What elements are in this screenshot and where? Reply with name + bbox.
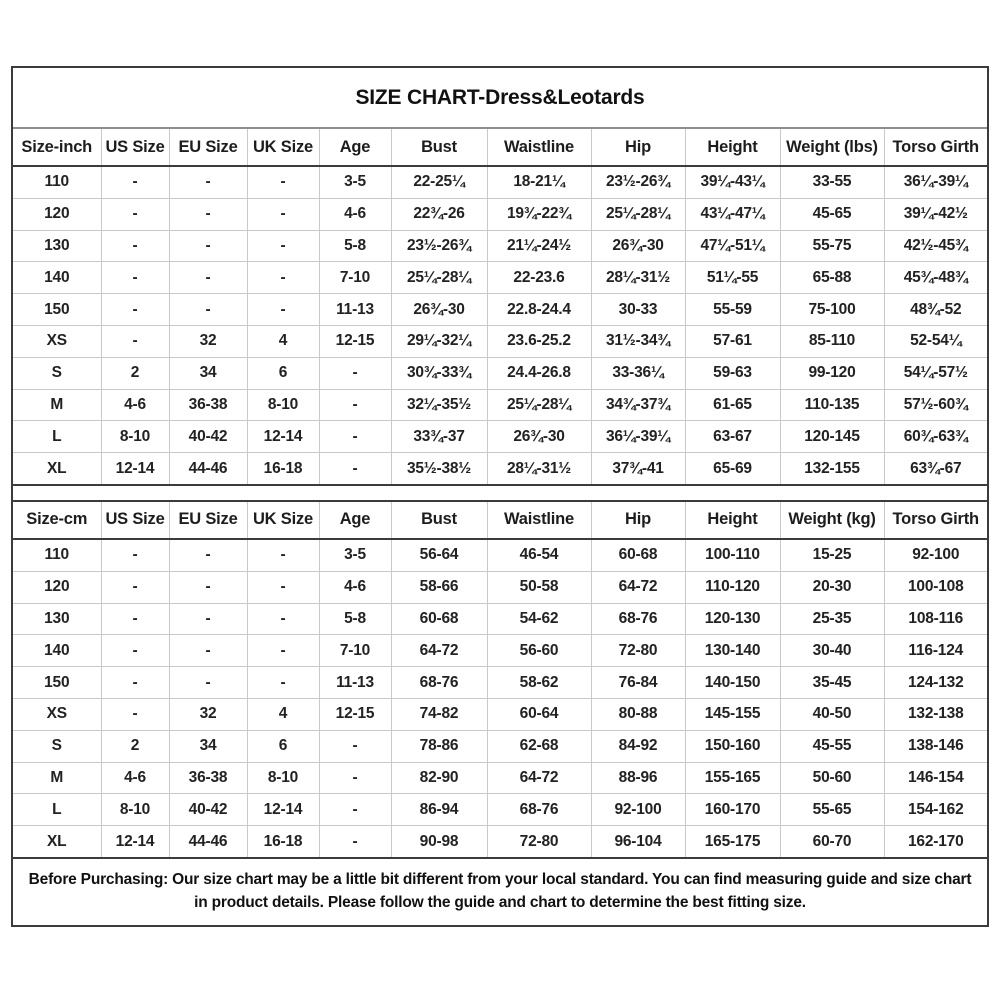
cell: 154-162 xyxy=(884,794,987,826)
cell: - xyxy=(247,571,319,603)
cell: - xyxy=(101,230,169,262)
table-row xyxy=(13,571,987,603)
cell: 52-54¼ xyxy=(884,325,987,357)
column-header: Weight (lbs) xyxy=(780,129,884,166)
cell: 5-8 xyxy=(319,603,391,635)
cell: 130 xyxy=(13,603,101,635)
cell: - xyxy=(101,166,169,198)
cell: - xyxy=(101,262,169,294)
cell: 108-116 xyxy=(884,603,987,635)
cell: 35-45 xyxy=(780,667,884,699)
cell: 132-138 xyxy=(884,698,987,730)
cell: 4-6 xyxy=(319,198,391,230)
cell: 68-76 xyxy=(591,603,685,635)
cell: 88-96 xyxy=(591,762,685,794)
cell: 36-38 xyxy=(169,762,247,794)
cell: 25-35 xyxy=(780,603,884,635)
cell: 60-68 xyxy=(391,603,487,635)
cell: 64-72 xyxy=(391,635,487,667)
cell: 34 xyxy=(169,730,247,762)
cell: - xyxy=(319,357,391,389)
cell: 68-76 xyxy=(391,667,487,699)
cell: 165-175 xyxy=(685,826,780,858)
cell: 33-55 xyxy=(780,166,884,198)
page-title: SIZE CHART-Dress&Leotards xyxy=(355,85,645,109)
column-header: Height xyxy=(685,501,780,539)
cell: 54¼-57½ xyxy=(884,357,987,389)
cell: 72-80 xyxy=(591,635,685,667)
cell: 55-75 xyxy=(780,230,884,262)
table-row xyxy=(13,389,987,421)
cell: 12-15 xyxy=(319,698,391,730)
cell: 8-10 xyxy=(101,421,169,453)
cell: 40-42 xyxy=(169,421,247,453)
cell: 60-64 xyxy=(487,698,591,730)
cell: 85-110 xyxy=(780,325,884,357)
cell: 63-67 xyxy=(685,421,780,453)
cell: 110-120 xyxy=(685,571,780,603)
cell: - xyxy=(247,262,319,294)
cell: - xyxy=(247,230,319,262)
header-row xyxy=(13,501,987,539)
cell: 23.6-25.2 xyxy=(487,325,591,357)
cell: - xyxy=(247,166,319,198)
cell: - xyxy=(101,325,169,357)
cell: 116-124 xyxy=(884,635,987,667)
cell: 6 xyxy=(247,730,319,762)
cell: 39¼-43¼ xyxy=(685,166,780,198)
cell: - xyxy=(101,571,169,603)
cell: 150 xyxy=(13,667,101,699)
cell: 39¼-42½ xyxy=(884,198,987,230)
cell: XL xyxy=(13,453,101,485)
cell: 4-6 xyxy=(319,571,391,603)
table-row xyxy=(13,230,987,262)
cell: 145-155 xyxy=(685,698,780,730)
cell: 61-65 xyxy=(685,389,780,421)
cell: 84-92 xyxy=(591,730,685,762)
cell: 86-94 xyxy=(391,794,487,826)
cell: 40-50 xyxy=(780,698,884,730)
cell: 15-25 xyxy=(780,539,884,571)
cell: 78-86 xyxy=(391,730,487,762)
cell: 130-140 xyxy=(685,635,780,667)
cell: 132-155 xyxy=(780,453,884,485)
column-header: Torso Girth xyxy=(884,129,987,166)
cell: 146-154 xyxy=(884,762,987,794)
size-chart-sheet xyxy=(11,66,989,927)
column-header: UK Size xyxy=(247,501,319,539)
cell: 34 xyxy=(169,357,247,389)
cell: 120 xyxy=(13,571,101,603)
header-row xyxy=(13,129,987,166)
cell: L xyxy=(13,794,101,826)
cell: - xyxy=(169,294,247,326)
cell: 68-76 xyxy=(487,794,591,826)
cell: 55-59 xyxy=(685,294,780,326)
cell: 44-46 xyxy=(169,453,247,485)
cell: 162-170 xyxy=(884,826,987,858)
cell: 4-6 xyxy=(101,762,169,794)
column-header: EU Size xyxy=(169,129,247,166)
cell: 33¾-37 xyxy=(391,421,487,453)
column-header: Hip xyxy=(591,129,685,166)
cell: 20-30 xyxy=(780,571,884,603)
cell: 4 xyxy=(247,698,319,730)
cell: - xyxy=(169,539,247,571)
cell: 48¾-52 xyxy=(884,294,987,326)
column-header: Torso Girth xyxy=(884,501,987,539)
cell: 58-62 xyxy=(487,667,591,699)
column-header: Waistline xyxy=(487,501,591,539)
cell: 160-170 xyxy=(685,794,780,826)
cell: 58-66 xyxy=(391,571,487,603)
cell: 31½-34¾ xyxy=(591,325,685,357)
cell: 57-61 xyxy=(685,325,780,357)
table-row xyxy=(13,198,987,230)
column-header: Size-inch xyxy=(13,129,101,166)
cell: 22-23.6 xyxy=(487,262,591,294)
cell: - xyxy=(101,698,169,730)
cell: 32 xyxy=(169,698,247,730)
size-table-cm xyxy=(13,500,987,859)
cell: 55-65 xyxy=(780,794,884,826)
cell: 63¾-67 xyxy=(884,453,987,485)
cell: 12-14 xyxy=(101,453,169,485)
cell: 35½-38½ xyxy=(391,453,487,485)
cell: 2 xyxy=(101,730,169,762)
cell: - xyxy=(247,635,319,667)
cell: 99-120 xyxy=(780,357,884,389)
cell: - xyxy=(169,635,247,667)
cell: 8-10 xyxy=(101,794,169,826)
column-header: Age xyxy=(319,501,391,539)
cell: - xyxy=(247,603,319,635)
cell: 11-13 xyxy=(319,667,391,699)
cell: 51¼-55 xyxy=(685,262,780,294)
cell: - xyxy=(247,539,319,571)
table-divider-gap xyxy=(13,486,987,500)
cell: 120-130 xyxy=(685,603,780,635)
column-header: Height xyxy=(685,129,780,166)
cell: 65-69 xyxy=(685,453,780,485)
cell: 3-5 xyxy=(319,166,391,198)
table-row xyxy=(13,762,987,794)
cell: 8-10 xyxy=(247,389,319,421)
cell: 100-110 xyxy=(685,539,780,571)
cell: 140-150 xyxy=(685,667,780,699)
cell: 12-14 xyxy=(247,421,319,453)
cell: 28¼-31½ xyxy=(487,453,591,485)
cell: 92-100 xyxy=(591,794,685,826)
cell: 120-145 xyxy=(780,421,884,453)
cell: 92-100 xyxy=(884,539,987,571)
table-row xyxy=(13,794,987,826)
cell: 32 xyxy=(169,325,247,357)
chart-title-bar xyxy=(13,68,987,129)
cell: 155-165 xyxy=(685,762,780,794)
cell: 47¼-51¼ xyxy=(685,230,780,262)
cell: 59-63 xyxy=(685,357,780,389)
cell: - xyxy=(101,667,169,699)
cell: 24.4-26.8 xyxy=(487,357,591,389)
cell: - xyxy=(319,730,391,762)
column-header: UK Size xyxy=(247,129,319,166)
cell: 138-146 xyxy=(884,730,987,762)
cell: 5-8 xyxy=(319,230,391,262)
cell: 44-46 xyxy=(169,826,247,858)
cell: 62-68 xyxy=(487,730,591,762)
cell: 25¼-28¼ xyxy=(591,198,685,230)
cell: - xyxy=(319,421,391,453)
cell: 90-98 xyxy=(391,826,487,858)
cell: - xyxy=(247,294,319,326)
cell: 120 xyxy=(13,198,101,230)
cell: - xyxy=(101,635,169,667)
cell: - xyxy=(169,262,247,294)
cell: 30¾-33¾ xyxy=(391,357,487,389)
cell: 130 xyxy=(13,230,101,262)
cell: 150-160 xyxy=(685,730,780,762)
cell: 6 xyxy=(247,357,319,389)
table-row xyxy=(13,166,987,198)
purchase-note xyxy=(13,859,987,925)
cell: 40-42 xyxy=(169,794,247,826)
cell: 22.8-24.4 xyxy=(487,294,591,326)
cell: 140 xyxy=(13,262,101,294)
column-header: Weight (kg) xyxy=(780,501,884,539)
cell: 12-14 xyxy=(101,826,169,858)
cell: 26¾-30 xyxy=(591,230,685,262)
cell: - xyxy=(319,762,391,794)
cell: 18-21¼ xyxy=(487,166,591,198)
table-row xyxy=(13,539,987,571)
column-header: Size-cm xyxy=(13,501,101,539)
cell: 23½-26¾ xyxy=(391,230,487,262)
cell: 56-60 xyxy=(487,635,591,667)
table-row xyxy=(13,603,987,635)
table-row xyxy=(13,294,987,326)
cell: 60¾-63¾ xyxy=(884,421,987,453)
cell: - xyxy=(169,198,247,230)
column-header: Hip xyxy=(591,501,685,539)
cell: XL xyxy=(13,826,101,858)
cell: 3-5 xyxy=(319,539,391,571)
cell: 60-68 xyxy=(591,539,685,571)
cell: 28¼-31½ xyxy=(591,262,685,294)
cell: 42½-45¾ xyxy=(884,230,987,262)
cell: 32¼-35½ xyxy=(391,389,487,421)
table-row xyxy=(13,325,987,357)
cell: 2 xyxy=(101,357,169,389)
cell: 8-10 xyxy=(247,762,319,794)
table-row xyxy=(13,262,987,294)
cell: - xyxy=(319,453,391,485)
cell: 34¾-37¾ xyxy=(591,389,685,421)
cell: 19¾-22¾ xyxy=(487,198,591,230)
cell: 76-84 xyxy=(591,667,685,699)
table-row xyxy=(13,453,987,485)
table-row xyxy=(13,698,987,730)
table-row xyxy=(13,421,987,453)
cell: - xyxy=(101,198,169,230)
cell: S xyxy=(13,357,101,389)
column-header: EU Size xyxy=(169,501,247,539)
cell: - xyxy=(169,603,247,635)
cell: - xyxy=(247,198,319,230)
cell: 7-10 xyxy=(319,635,391,667)
cell: - xyxy=(319,389,391,421)
cell: 64-72 xyxy=(487,762,591,794)
column-header: Bust xyxy=(391,501,487,539)
cell: - xyxy=(319,826,391,858)
cell: 45-55 xyxy=(780,730,884,762)
cell: 30-40 xyxy=(780,635,884,667)
column-header: Waistline xyxy=(487,129,591,166)
cell: 45¾-48¾ xyxy=(884,262,987,294)
cell: 33-36¼ xyxy=(591,357,685,389)
cell: 16-18 xyxy=(247,453,319,485)
cell: 21¼-24½ xyxy=(487,230,591,262)
cell: - xyxy=(169,230,247,262)
cell: - xyxy=(101,539,169,571)
cell: 80-88 xyxy=(591,698,685,730)
column-header: US Size xyxy=(101,129,169,166)
cell: 110-135 xyxy=(780,389,884,421)
cell: 7-10 xyxy=(319,262,391,294)
cell: 56-64 xyxy=(391,539,487,571)
cell: 72-80 xyxy=(487,826,591,858)
column-header: US Size xyxy=(101,501,169,539)
cell: M xyxy=(13,762,101,794)
cell: 140 xyxy=(13,635,101,667)
cell: - xyxy=(319,794,391,826)
cell: 16-18 xyxy=(247,826,319,858)
cell: S xyxy=(13,730,101,762)
cell: - xyxy=(101,294,169,326)
cell: 110 xyxy=(44,173,69,191)
cell: 75-100 xyxy=(780,294,884,326)
cell: 36¼-39¼ xyxy=(591,421,685,453)
cell: - xyxy=(169,571,247,603)
cell: 29¼-32¼ xyxy=(391,325,487,357)
column-header: Bust xyxy=(391,129,487,166)
cell: M xyxy=(13,389,101,421)
cell: - xyxy=(101,603,169,635)
cell: 26¾-30 xyxy=(487,421,591,453)
cell: 64-72 xyxy=(591,571,685,603)
cell: 25¼-28¼ xyxy=(487,389,591,421)
cell: XS xyxy=(13,325,101,357)
cell: 50-58 xyxy=(487,571,591,603)
cell: 50-60 xyxy=(780,762,884,794)
cell: 22-25¼ xyxy=(391,166,487,198)
column-header: Age xyxy=(319,129,391,166)
cell: 37¾-41 xyxy=(591,453,685,485)
cell: 26¾-30 xyxy=(391,294,487,326)
cell: 57½-60¾ xyxy=(884,389,987,421)
cell: 124-132 xyxy=(884,667,987,699)
purchase-note-text: Before Purchasing: Our size chart may be a little bit different from your local standard. You can find measuring guide and size chart in product details. Please follow the guide and chart to determine the best fitting size. xyxy=(28,871,972,911)
cell: 12-15 xyxy=(319,325,391,357)
cell: 36¼-39¼ xyxy=(884,166,987,198)
table-row xyxy=(13,667,987,699)
cell: - xyxy=(169,667,247,699)
cell: 65-88 xyxy=(780,262,884,294)
cell: 96-104 xyxy=(591,826,685,858)
cell: 46-54 xyxy=(487,539,591,571)
cell: 4-6 xyxy=(101,389,169,421)
cell: 82-90 xyxy=(391,762,487,794)
table-row xyxy=(13,826,987,858)
cell: L xyxy=(13,421,101,453)
cell: 100-108 xyxy=(884,571,987,603)
cell: 45-65 xyxy=(780,198,884,230)
size-table-inch xyxy=(13,129,987,486)
cell: XS xyxy=(13,698,101,730)
cell: 43¼-47¼ xyxy=(685,198,780,230)
cell: 23½-26¾ xyxy=(591,166,685,198)
cell: 150 xyxy=(13,294,101,326)
cell: 25¼-28¼ xyxy=(391,262,487,294)
table-row xyxy=(13,730,987,762)
table-row xyxy=(13,635,987,667)
cell: 60-70 xyxy=(780,826,884,858)
cell: - xyxy=(169,166,247,198)
cell: 12-14 xyxy=(247,794,319,826)
cell: - xyxy=(247,667,319,699)
cell: 54-62 xyxy=(487,603,591,635)
cell: 4 xyxy=(247,325,319,357)
cell: 30-33 xyxy=(591,294,685,326)
table-row xyxy=(13,357,987,389)
cell: 110 xyxy=(44,546,69,564)
cell: 36-38 xyxy=(169,389,247,421)
cell: 22¾-26 xyxy=(391,198,487,230)
cell: 11-13 xyxy=(319,294,391,326)
cell: 74-82 xyxy=(391,698,487,730)
